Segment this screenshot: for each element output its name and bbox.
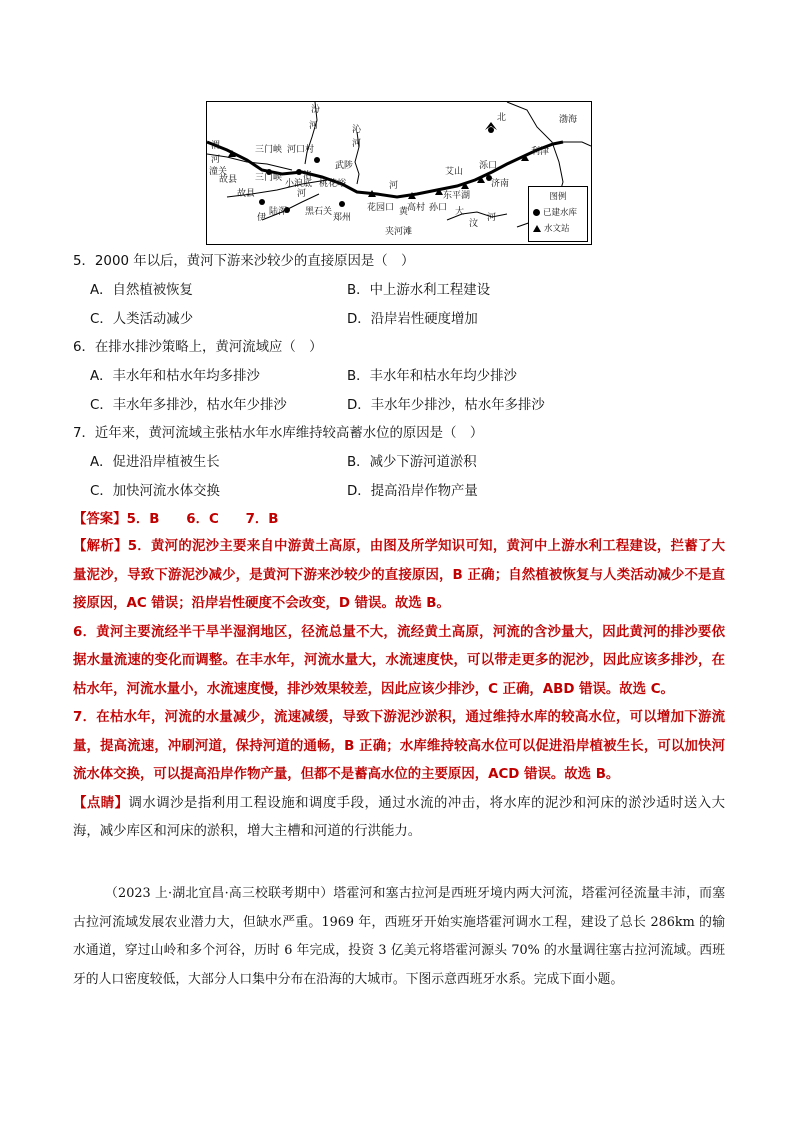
answer-text: 5．B 6．C 7．B (126, 512, 279, 527)
label-lijin: 利津 (531, 147, 550, 157)
north-arrow-icon (485, 122, 497, 133)
label-he4: 河 (297, 189, 307, 199)
legend-dam-label: 已建水库 (543, 208, 578, 218)
question-7-stem: 7．近年来，黄河流域主张枯水年水库维持较高蓄水位的原因是（ ） (73, 426, 484, 441)
label-wuzhi: 武陟 (335, 161, 354, 171)
label-sanmenxia2: 三门峡 (255, 173, 283, 183)
question-5-option-d: D．沿岸岩性硬度增加 (347, 312, 478, 327)
source-passage: （2023 上·湖北宜昌·高三校联考期中）塔霍河和塞古拉河是西班牙境内两大河流，塔霍河径流量丰沛，而塞古拉河流域发展农业潜力大，但缺水严重。1969 年，西班牙开始实施塔霍河调水工程，建设了总长 286km 的输水通道，穿过山岭和多个河谷，历时 6 年完成，投资 3 亿美元将塔霍河源头 70% 的水量调往塞古拉河流域。西班牙的人口密度较低，大部分人口集中分布在沿海的大城市。下图示意西班牙水系。完成下面小题。 (73, 886, 725, 987)
legend-row-dam (529, 206, 587, 218)
label-jiahetan: 夹河滩 (385, 227, 413, 237)
legend-title: 图例 (549, 192, 567, 202)
label-jinan: 济南 (491, 179, 510, 189)
label-huayuankou: 花园口 (367, 203, 395, 213)
label-he2: 河 (211, 155, 221, 165)
bohai-coast (563, 142, 591, 146)
label-north: 北 (497, 113, 507, 123)
question-5-option-c: C．人类活动减少 (90, 312, 194, 327)
label-hekoucun: 河口村 (287, 145, 315, 155)
question-6-stem: 6．在排水排沙策略上，黄河流域应（ ） (73, 340, 323, 355)
label-he1: 河 (309, 121, 319, 131)
answer-line (73, 510, 279, 530)
analysis-p5 (73, 533, 725, 619)
label-zhengzhou: 郑州 (333, 213, 352, 223)
yellow-river-map (206, 101, 592, 245)
label-luo: 洛 (303, 171, 313, 181)
dam-hekoucun (314, 157, 320, 163)
label-wen: 汶 (469, 219, 479, 229)
question-5-stem: 5．2000 年以后，黄河下游来沙较少的直接原因是（ ） (73, 254, 415, 269)
question-5-option-a: A．自然植被恢复 (90, 283, 193, 298)
question-7-option-d: D．提高沿岸作物产量 (347, 484, 478, 499)
label-luokou: 泺口 (479, 161, 498, 171)
label-guxian2: 故县 (237, 189, 256, 199)
label-tongguan: 潼关 (209, 167, 228, 177)
label-he3: 河 (352, 139, 362, 149)
label-guxian: 故县 (219, 175, 238, 185)
analysis-p5-text: 5．黄河的泥沙主要来自中游黄土高原，由图及所学知识可知，黄河中上游水利工程建设，拦蓄了大量泥沙，导致下游泥沙减少，是黄河下游来沙较少的直接原因，B 正确；自然植被恢复与人类活动减少不是直接原因，AC 错误；沿岸岩性硬度不会改变，D 错误。故选 B。 (73, 539, 725, 611)
label-da: 大 (455, 207, 465, 217)
question-6-option-b: B．丰水年和枯水年均少排沙 (347, 369, 517, 384)
legend-station-label: 水文站 (544, 224, 570, 234)
label-fen: 汾 (311, 105, 321, 115)
analysis-p6: 6．黄河主要流经半干旱半湿润地区，径流总量不大，流经黄土高原，河流的含沙量大，因此黄河的排沙要依据水量流速的变化而调整。在丰水年，河流水量大，水流速度快，可以带走更多的泥沙，因此应该多排沙，在枯水年，河流水量小，水流速度慢，排沙效果较差，因此应该少排沙，C 正确，ABD 错误。故选 C。 (73, 624, 725, 697)
legend-row-station (529, 222, 587, 234)
label-qin: 沁 (352, 125, 362, 135)
label-aishan: 艾山 (445, 167, 464, 177)
label-yi: 伊 (257, 213, 267, 223)
question-6-option-a: A．丰水年和枯水年均多排沙 (90, 369, 260, 384)
analysis-label: 【解析】 (73, 539, 128, 554)
label-he6: 河 (389, 181, 399, 191)
dam-xiaolangdi (296, 169, 302, 175)
label-heishiguan: 黑石关 (305, 207, 333, 217)
question-7-option-b: B．减少下游河道淤积 (347, 455, 477, 470)
label-luhun: 陆浑 (269, 207, 288, 217)
label-xiaolangdi: 小浪底 (285, 179, 313, 189)
label-taohuayu: 桃花峪 (319, 179, 347, 189)
label-sunkou: 孙口 (429, 203, 448, 213)
dam-zhengzhou (339, 201, 345, 207)
question-6-option-d: D．丰水年少排沙，枯水年多排沙 (347, 398, 545, 413)
dam-guxian (259, 199, 265, 205)
label-gaocun: 高村 (407, 203, 426, 213)
question-6-option-c: C．丰水年多排沙，枯水年少排沙 (90, 398, 287, 413)
comment-text: 调水调沙是指利用工程设施和调度手段，通过水流的冲击，将水库的泥沙和河床的淤沙适时送入大海，减少库区和河床的淤积，增大主槽和河道的行洪能力。 (73, 795, 725, 839)
label-sanmenxia1: 三门峡 (255, 145, 283, 155)
dam-icon (533, 209, 540, 216)
question-5-option-b: B．中上游水利工程建设 (347, 283, 491, 298)
map-legend (528, 186, 588, 242)
label-bohai: 渤海 (559, 115, 578, 125)
analysis-p7: 7．在枯水年，河流的水量减少，流速减缓，导致下游泥沙淤积，通过维持水库的较高水位，可以增加下游流量，提高流速，冲刷河道，保持河道的通畅，B 正确；水库维持较高水位可以促进沿岸植被生长，可以加快河流水体交换，可以提高沿岸作物产量，但都不是蓄高水位的主要原因，ACD 错误。故选 B。 (73, 710, 725, 782)
comment-label: 【点睛】 (73, 795, 129, 811)
label-dongpinghu: 东平湖 (443, 191, 471, 201)
comment-p (73, 790, 725, 847)
label-he5: 河 (487, 213, 497, 223)
question-7-option-c: C．加快河流水体交换 (90, 484, 220, 499)
label-huang: 黄 (399, 207, 409, 217)
answer-label: 【答案】 (73, 512, 127, 527)
label-wei: 渭 (211, 141, 221, 151)
analysis-block (73, 533, 725, 847)
station-icon (533, 225, 541, 232)
question-7-option-a: A．促进沿岸植被生长 (90, 455, 220, 470)
